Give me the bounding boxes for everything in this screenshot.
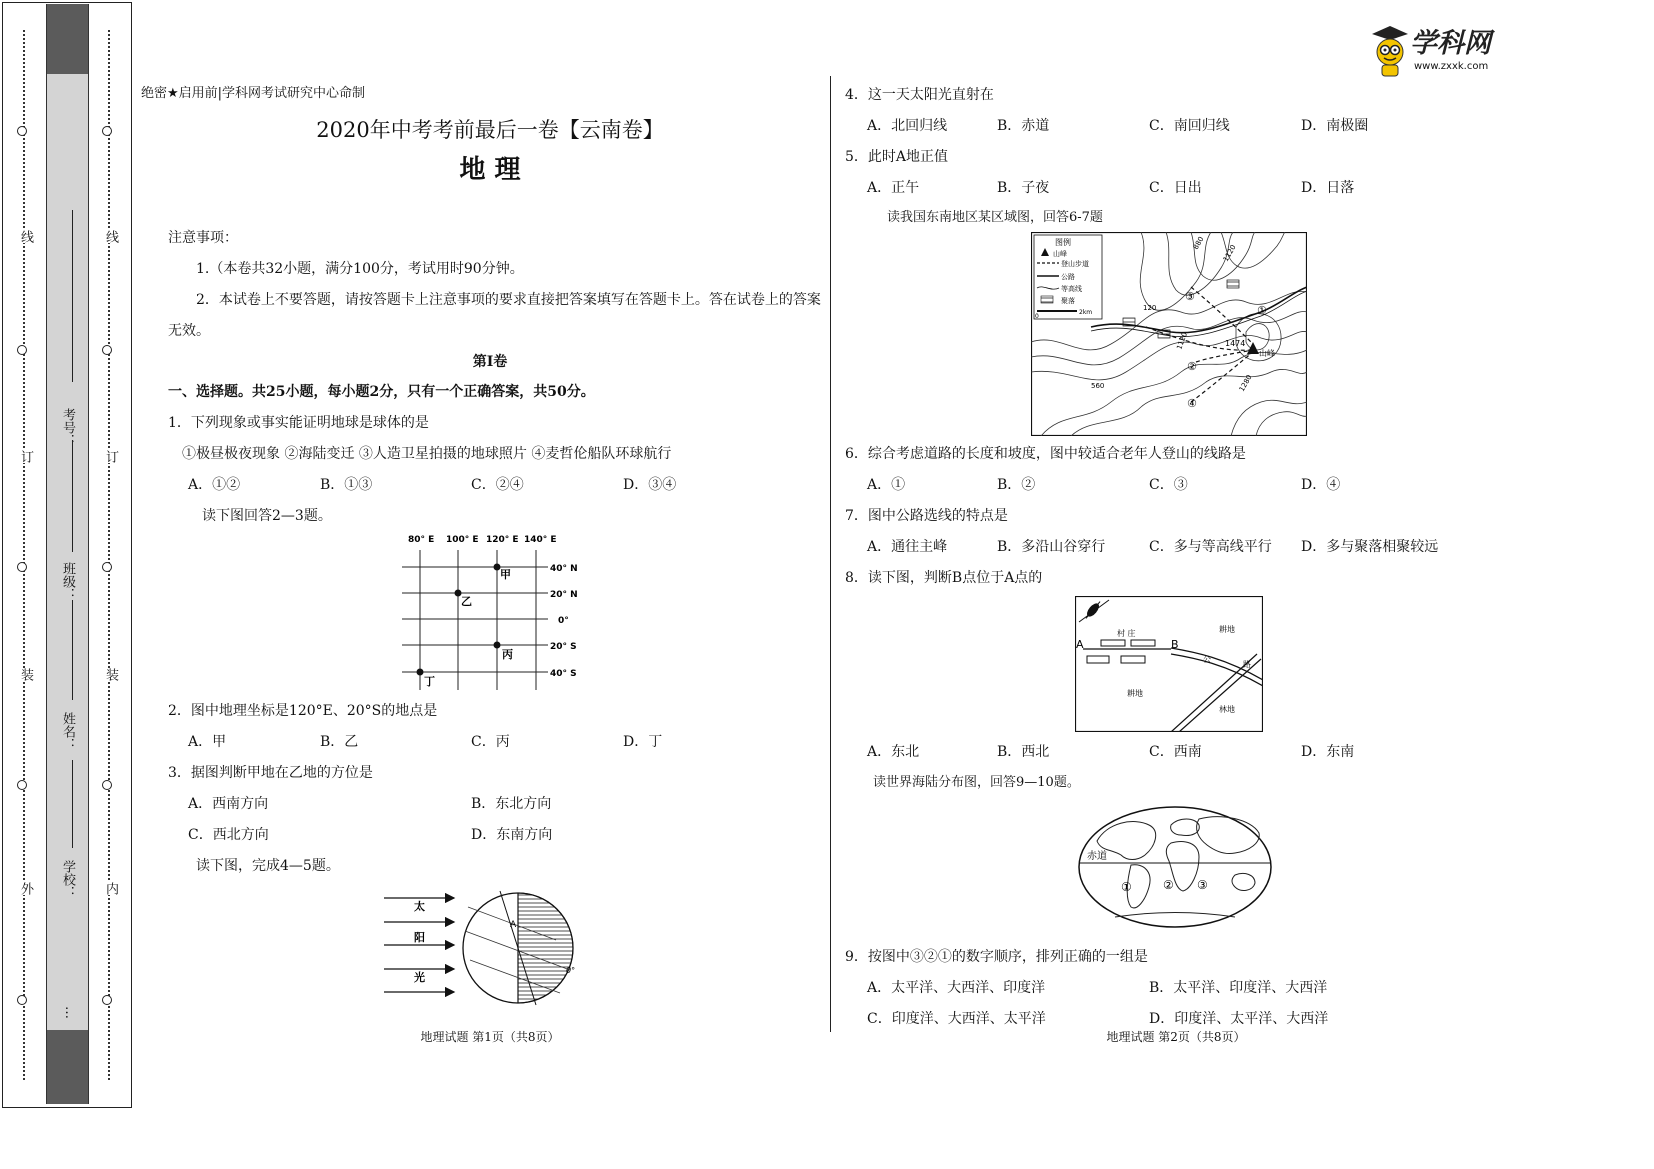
- point-b: B: [1171, 638, 1179, 651]
- q6-option-d[interactable]: D．④: [1301, 477, 1341, 493]
- field-exam-number-line[interactable]: [72, 210, 73, 382]
- q4-option-b[interactable]: B．赤道: [997, 118, 1050, 134]
- contour-value: 120: [1143, 304, 1157, 312]
- latitude-label: 20° N: [550, 590, 578, 600]
- q4-option-d[interactable]: D．南极圈: [1301, 118, 1369, 134]
- q3-option-c[interactable]: C．西北方向: [188, 827, 269, 843]
- q8-option-d[interactable]: D．东南: [1301, 744, 1355, 760]
- question-1: 1．下列现象或事实能证明地球是球体的是: [168, 415, 429, 431]
- latitude-label: 40° S: [550, 669, 577, 679]
- q5-option-a[interactable]: A．正午: [867, 180, 920, 196]
- q9-option-a[interactable]: A．太平洋、大西洋、印度洋: [867, 980, 1046, 996]
- point-bing: [494, 642, 501, 649]
- notice-2: 2．本试卷上不要答题，请按答题卡上注意事项的要求直接把答案填写在答题卡上。答在试卷上的答案: [196, 292, 821, 308]
- outer-dotted-line: [23, 30, 25, 1080]
- q2-option-b[interactable]: B．乙: [320, 734, 359, 750]
- question-1-items: ①极昼极夜现象 ②海陆变迁 ③人造卫星拍摄的地球照片 ④麦哲伦船队环球航行: [182, 446, 672, 462]
- logo-url: www.zxxk.com: [1414, 61, 1489, 72]
- inner-mark-line: 线: [103, 230, 118, 243]
- page1-footer: 地理试题 第1页（共8页）: [420, 1030, 560, 1044]
- binding-hole: [102, 995, 112, 1005]
- q9-option-d[interactable]: D．印度洋、太平洋、大西洋: [1149, 1011, 1329, 1027]
- q2-option-a[interactable]: A．甲: [188, 734, 227, 750]
- sun-label-guang: 光: [414, 971, 425, 984]
- world-oval: [1079, 807, 1271, 927]
- inner-dotted-line: [108, 30, 110, 1080]
- q9-option-c[interactable]: C．印度洋、大西洋、太平洋: [867, 1011, 1046, 1027]
- road-label: 路: [1243, 660, 1251, 669]
- section-heading: 一、选择题。共25小题，每小题2分，只有一个正确答案，共50分。: [168, 384, 595, 400]
- angle-label: 0°: [566, 966, 576, 975]
- field-name-line[interactable]: [72, 600, 73, 700]
- ocean-3: ③: [1197, 878, 1208, 892]
- road-label: 公: [1203, 655, 1211, 664]
- notice-title: 注意事项：: [168, 230, 238, 246]
- village-map-figure: [1075, 596, 1263, 732]
- question-9: 9．按图中③②①的数字顺序，排列正确的一组是: [845, 949, 1148, 965]
- q6-option-a[interactable]: A．①: [867, 477, 906, 493]
- question-2: 2．图中地理坐标是120°E、20°S的地点是: [168, 703, 438, 719]
- q1-option-d[interactable]: D．③④: [623, 477, 677, 493]
- binding-dark-bottom: [46, 1030, 88, 1104]
- q5-option-d[interactable]: D．日落: [1301, 180, 1355, 196]
- q3-option-b[interactable]: B．东北方向: [471, 796, 552, 812]
- read-instruction-6-7: 读我国东南地区某区域图，回答6-7题: [887, 210, 1103, 225]
- point-a-label: A: [510, 920, 517, 930]
- latitude-label: 40° N: [550, 564, 578, 574]
- lat-long-grid-figure: [400, 530, 600, 690]
- field-school: 学校：: [60, 860, 75, 899]
- binding-dots: …: [62, 1006, 77, 1019]
- sun-label-tai: 太: [414, 900, 425, 913]
- longitude-label: 140° E: [524, 535, 557, 545]
- settlement: [1123, 318, 1135, 326]
- question-7: 7．图中公路选线的特点是: [845, 508, 1008, 524]
- binding-hole: [102, 126, 112, 136]
- contour-value: 1120: [1221, 243, 1238, 263]
- binding-margin: [0, 0, 132, 1108]
- zxxk-logo: [1368, 22, 1498, 78]
- logo-brand: 学科网: [1410, 28, 1491, 59]
- exam-title: 2020年中考考前最后一卷【云南卷】: [316, 118, 664, 142]
- binding-hole: [102, 780, 112, 790]
- ocean-2: ②: [1163, 878, 1174, 892]
- village-house: [1131, 640, 1155, 646]
- q1-option-c[interactable]: C．②④: [471, 477, 524, 493]
- point-bing-label: 丙: [502, 648, 513, 661]
- settlement: [1227, 280, 1239, 288]
- question-6: 6．综合考虑道路的长度和坡度，图中较适合老年人登山的线路是: [845, 446, 1246, 462]
- route-2: ②: [1187, 360, 1197, 373]
- q8-option-a[interactable]: A．东北: [867, 744, 920, 760]
- q7-option-c[interactable]: C．多与等高线平行: [1149, 539, 1272, 555]
- route-3: ③: [1185, 290, 1195, 303]
- field-class-line[interactable]: [72, 440, 73, 552]
- q4-option-c[interactable]: C．南回归线: [1149, 118, 1230, 134]
- route-1: ①: [1257, 304, 1267, 317]
- subject-title: 地 理: [459, 155, 521, 185]
- notice-2-cont: 无效。: [168, 323, 210, 339]
- question-3: 3．据图判断甲地在乙地的方位是: [168, 765, 373, 781]
- q8-option-c[interactable]: C．西南: [1149, 744, 1202, 760]
- q3-option-a[interactable]: A．西南方向: [188, 796, 269, 812]
- route-4: ④: [1187, 397, 1197, 410]
- page2-footer: 地理试题 第2页（共8页）: [1106, 1030, 1246, 1044]
- field-name: 姓名：: [60, 712, 75, 751]
- forest-label: 林地: [1219, 705, 1235, 714]
- contour-value: 1120: [1175, 331, 1189, 351]
- village-house: [1121, 656, 1145, 663]
- q5-option-b[interactable]: B．子夜: [997, 180, 1050, 196]
- binding-hole: [102, 345, 112, 355]
- outer-mark-outside: 外: [18, 882, 33, 895]
- contour-value: 560: [1091, 382, 1105, 390]
- settlement: [1158, 330, 1170, 338]
- legend-trail: 登山步道: [1061, 260, 1089, 268]
- point-ding: [417, 669, 424, 676]
- q6-option-c[interactable]: C．③: [1149, 477, 1188, 493]
- farmland-label: 耕地: [1127, 689, 1143, 698]
- field-class: 班级：: [60, 562, 75, 601]
- longitude-label: 120° E: [486, 535, 519, 545]
- world-map-figure: [1075, 803, 1275, 931]
- binding-hole: [102, 562, 112, 572]
- inner-mark-inside: 内: [103, 882, 118, 895]
- q7-option-d[interactable]: D．多与聚落相聚较远: [1301, 539, 1439, 555]
- binding-gray-band: [46, 4, 88, 1104]
- volume-heading: 第I卷: [472, 354, 508, 370]
- equator-label: 赤道: [1087, 851, 1107, 862]
- night-hemisphere: [518, 893, 576, 1003]
- q1-option-b[interactable]: B．①③: [320, 477, 373, 493]
- latitude-label: 0°: [558, 616, 569, 626]
- contour-value: 880: [1191, 235, 1206, 251]
- legend-contour: 等高线: [1061, 285, 1082, 293]
- binding-hole: [17, 562, 27, 572]
- binding-rule-right: [88, 4, 89, 1104]
- field-exam-number: 考号：: [60, 408, 75, 447]
- page-divider: [830, 76, 831, 1032]
- binding-rule-left: [46, 4, 47, 1104]
- binding-hole: [17, 995, 27, 1005]
- outer-mark-line: 线: [18, 230, 33, 243]
- question-5: 5．此时A地正值: [845, 149, 949, 165]
- scale-zero: 0: [1035, 313, 1039, 320]
- legend-road: 公路: [1061, 273, 1075, 281]
- q9-option-b[interactable]: B．太平洋、印度洋、大西洋: [1149, 980, 1328, 996]
- binding-hole: [17, 345, 27, 355]
- peak-label: 山峰: [1259, 349, 1275, 358]
- village-house: [1101, 640, 1125, 646]
- read-instruction-4-5: 读下图，完成4—5题。: [196, 858, 340, 874]
- q8-option-b[interactable]: B．西北: [997, 744, 1050, 760]
- contour-value: 1280: [1237, 373, 1254, 393]
- contour-map-figure: [1031, 232, 1307, 436]
- peak-elevation: 1474: [1225, 339, 1246, 348]
- field-school-line[interactable]: [72, 760, 73, 848]
- binding-dark-top: [46, 4, 88, 74]
- legend-title: 图例: [1055, 238, 1071, 247]
- read-instruction-9-10: 读世界海陆分布图，回答9—10题。: [873, 775, 1080, 790]
- binding-hole: [17, 780, 27, 790]
- sunlight-earth-figure: [380, 885, 610, 1010]
- point-a: A: [1076, 638, 1084, 651]
- q1-option-a[interactable]: A．①②: [188, 477, 241, 493]
- longitude-label: 100° E: [446, 535, 479, 545]
- scale-2km: 2km: [1079, 309, 1093, 316]
- legend-settlement: 聚落: [1061, 297, 1075, 305]
- outer-mark-order: 订: [18, 450, 33, 463]
- inner-mark-bind: 装: [103, 668, 118, 681]
- point-yi-label: 乙: [461, 595, 472, 608]
- longitude-label: 80° E: [408, 535, 435, 545]
- q6-option-b[interactable]: B．②: [997, 477, 1036, 493]
- latitude-label: 20° S: [550, 642, 577, 652]
- question-4: 4．这一天太阳光直射在: [845, 87, 994, 103]
- question-8: 8．读下图，判断B点位于A点的: [845, 570, 1043, 586]
- mascot-icon: [1368, 24, 1412, 78]
- village-label: 村 庄: [1117, 629, 1136, 638]
- point-ding-label: 丁: [424, 675, 435, 688]
- q2-option-c[interactable]: C．丙: [471, 734, 510, 750]
- legend-peak: 山峰: [1053, 250, 1067, 258]
- read-instruction-2-3: 读下图回答2—3题。: [202, 508, 332, 524]
- q4-option-a[interactable]: A．北回归线: [867, 118, 948, 134]
- ocean-1: ①: [1121, 880, 1132, 894]
- q7-option-a[interactable]: A．通往主峰: [867, 539, 948, 555]
- q5-option-c[interactable]: C．日出: [1149, 180, 1202, 196]
- outer-mark-bind: 装: [18, 668, 33, 681]
- sun-label-yang: 阳: [414, 931, 425, 944]
- village-house: [1087, 656, 1109, 663]
- q2-option-d[interactable]: D．丁: [623, 734, 663, 750]
- binding-hole: [17, 126, 27, 136]
- legend-settlement-icon: [1041, 296, 1053, 303]
- point-jia-label: 甲: [500, 568, 511, 581]
- q7-option-b[interactable]: B．多沿山谷穿行: [997, 539, 1106, 555]
- notice-1: 1.（本卷共32小题，满分100分，考试用时90分钟。: [196, 261, 524, 277]
- confidential-line: 绝密★启用前|学科网考试研究中心命制: [141, 86, 366, 101]
- inner-mark-order: 订: [103, 450, 118, 463]
- q3-option-d[interactable]: D．东南方向: [471, 827, 553, 843]
- farmland-label: 耕地: [1219, 625, 1235, 634]
